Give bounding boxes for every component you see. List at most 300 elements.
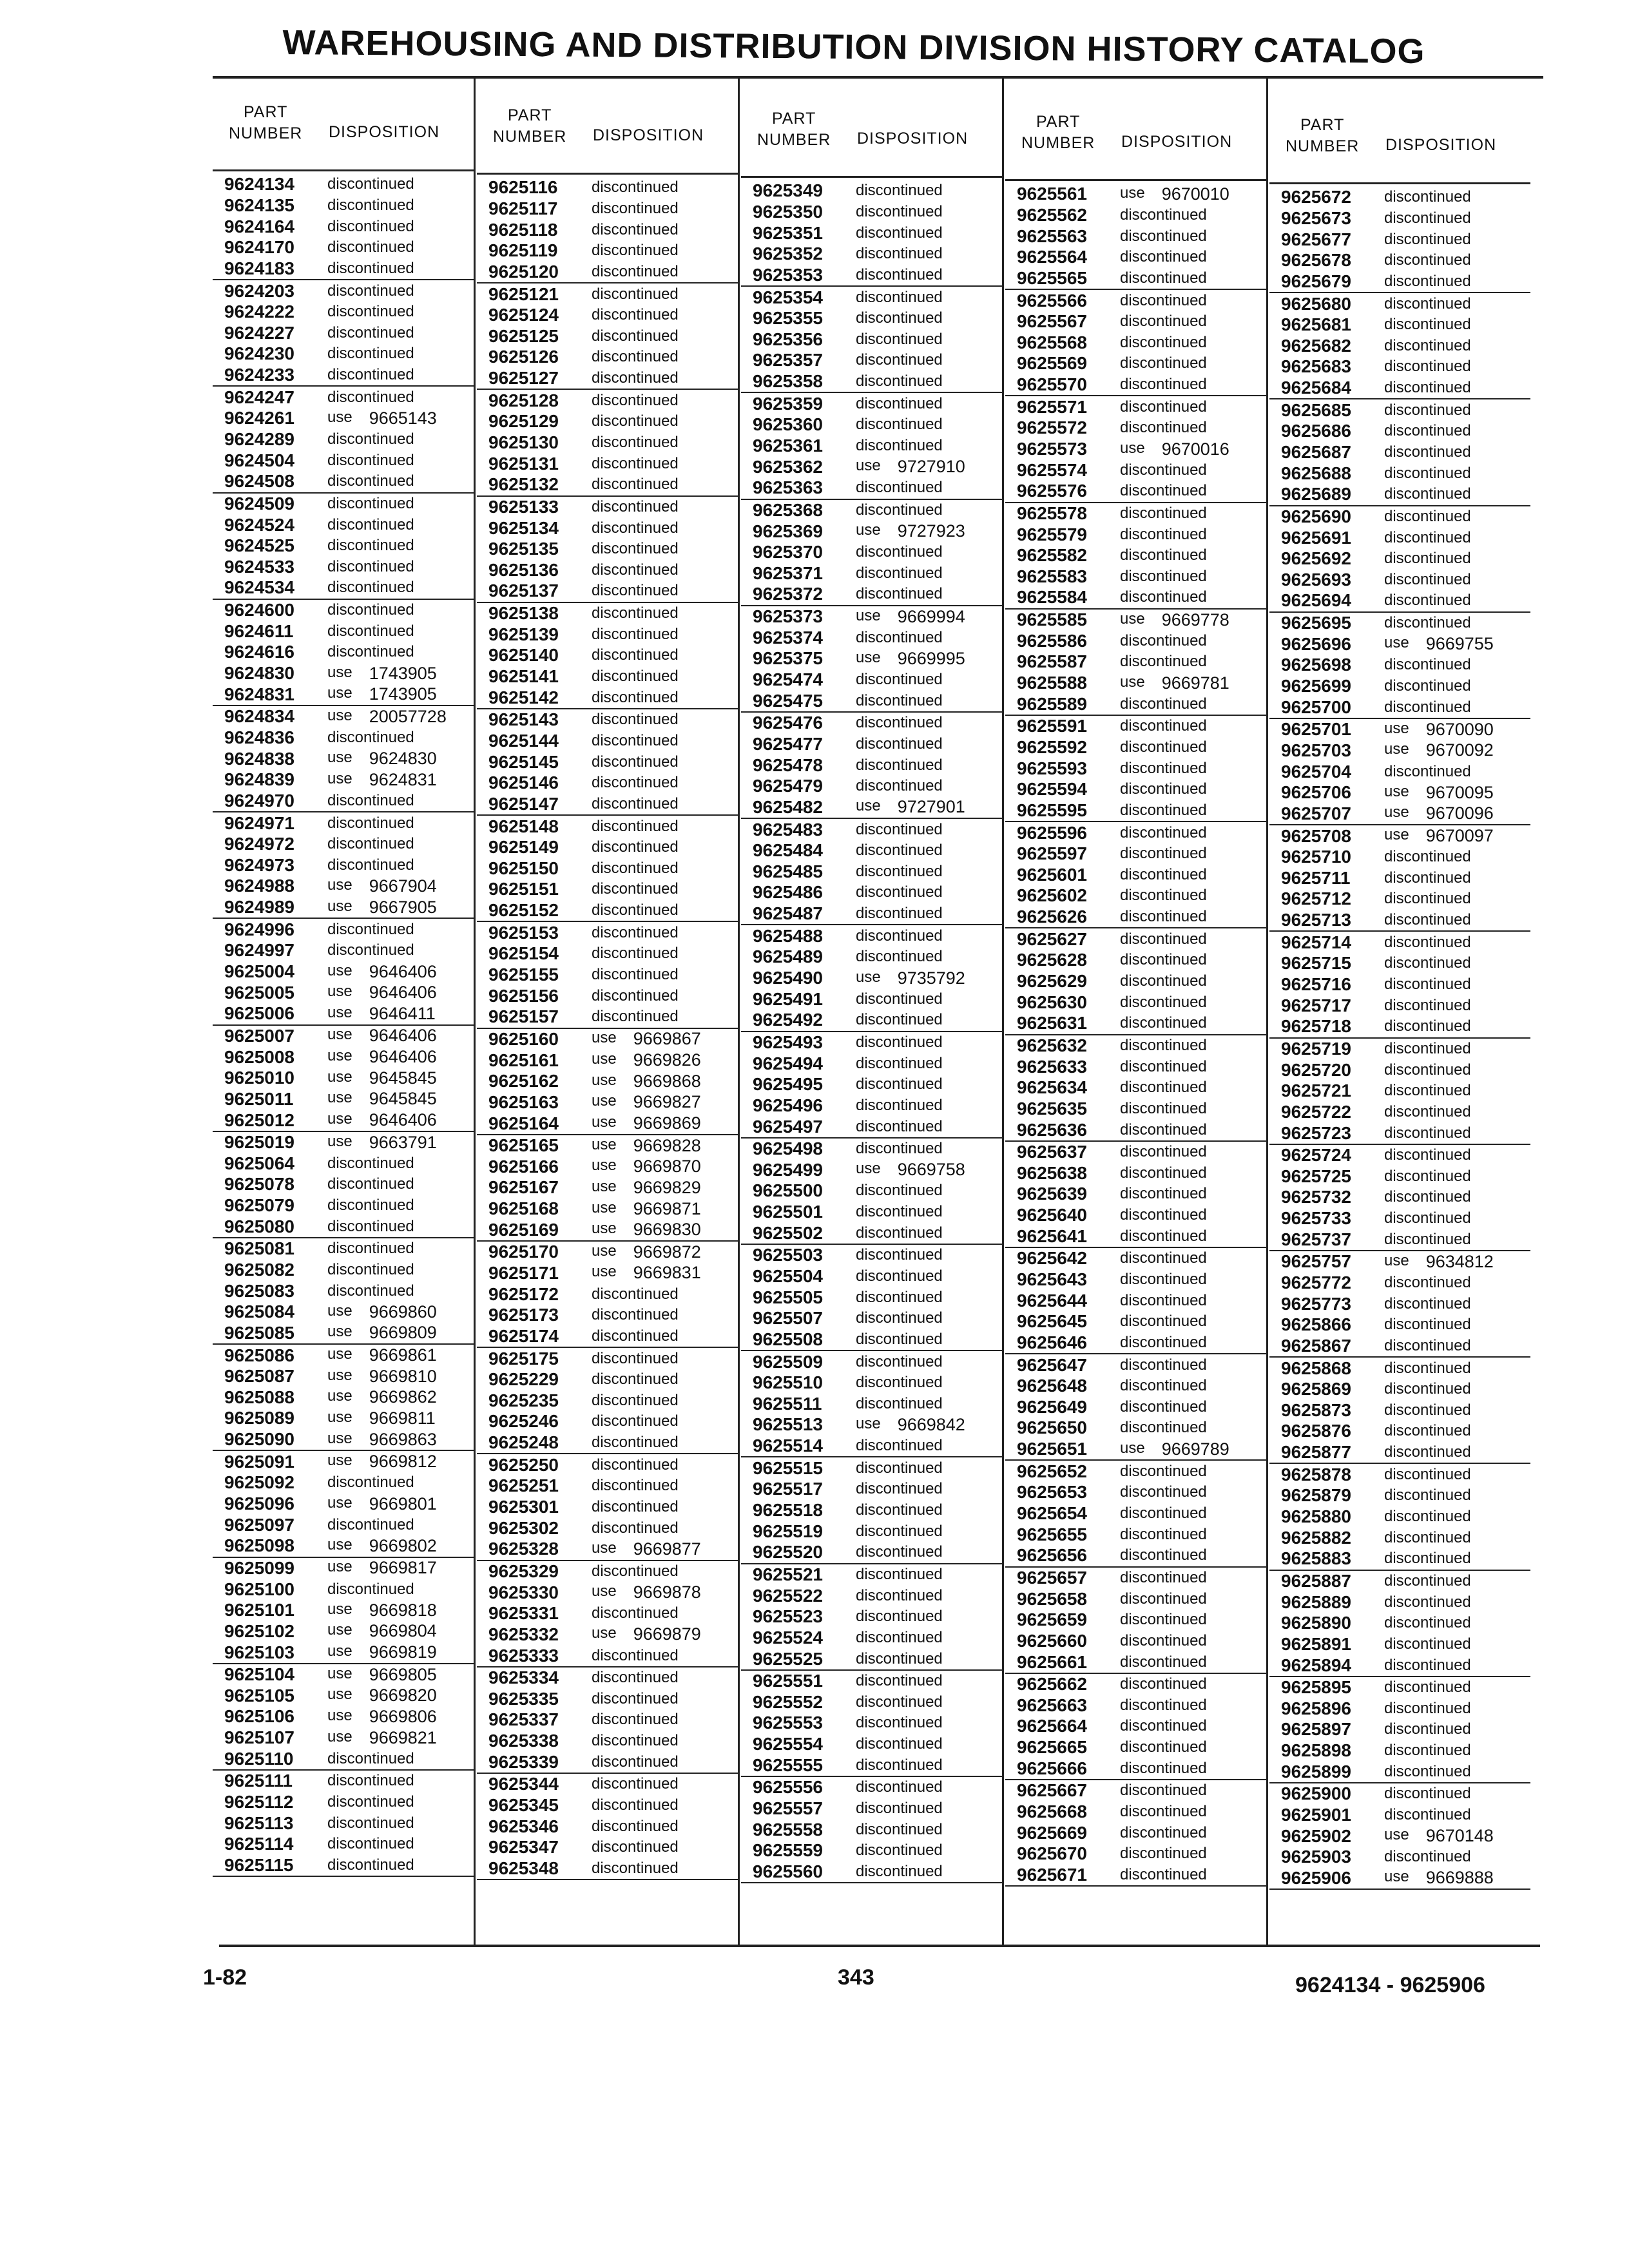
disposition — [1120, 908, 1207, 926]
disposition — [1384, 848, 1471, 866]
part-number: 9625906 — [1281, 1867, 1352, 1888]
disposition-text: discontinued — [592, 391, 679, 409]
column-divider — [1266, 77, 1268, 1946]
table-row — [1269, 1145, 1530, 1166]
part-number: 9625488 — [753, 925, 824, 946]
replacement-part-number: 9645845 — [369, 1089, 437, 1109]
disposition — [592, 646, 679, 664]
disposition — [327, 1261, 414, 1279]
part-number: 9625690 — [1281, 506, 1352, 526]
disposition-text: discontinued — [1384, 762, 1471, 780]
disposition-text: discontinued — [592, 454, 679, 472]
part-number: 9625597 — [1017, 843, 1088, 864]
disposition — [1120, 738, 1207, 756]
table-row — [1269, 314, 1530, 336]
part-number: 9625104 — [224, 1664, 295, 1685]
disposition-text: use — [592, 1157, 617, 1175]
disposition-text: discontinued — [1384, 656, 1471, 674]
table-row — [1005, 1119, 1266, 1142]
disposition-text: discontinued — [1384, 1614, 1471, 1632]
table-row — [213, 174, 474, 195]
part-number: 9625498 — [753, 1139, 824, 1159]
part-number: 9625718 — [1281, 1016, 1352, 1037]
disposition — [856, 501, 943, 519]
disposition-text: use — [1384, 1251, 1409, 1269]
disposition — [1384, 1274, 1471, 1292]
table-row — [741, 222, 1002, 244]
part-number: 9625639 — [1017, 1184, 1088, 1204]
disposition-text: discontinued — [856, 1693, 943, 1711]
disposition-text: discontinued — [592, 262, 679, 280]
replacement-part-number: 9634812 — [1425, 1251, 1494, 1271]
part-number: 9625131 — [488, 453, 559, 474]
table-row — [213, 940, 474, 961]
part-number: 9625507 — [753, 1308, 824, 1329]
disposition-text: discontinued — [1384, 1742, 1471, 1760]
table-row — [741, 1861, 1002, 1884]
part-number: 9625514 — [753, 1436, 824, 1456]
disposition-text: discontinued — [327, 366, 414, 384]
disposition — [1120, 1014, 1207, 1032]
disposition-text: discontinued — [1120, 1249, 1207, 1267]
table-row — [1005, 268, 1266, 291]
table-row — [477, 837, 738, 858]
part-number: 9625895 — [1281, 1677, 1352, 1698]
disposition — [327, 1793, 414, 1811]
disposition-text: discontinued — [1384, 1380, 1471, 1398]
disposition-text: discontinued — [1120, 1738, 1207, 1756]
number-header-line: NUMBER — [757, 131, 831, 149]
part-number: 9625648 — [1017, 1376, 1088, 1396]
disposition — [327, 408, 437, 428]
part-number: 9625374 — [753, 627, 824, 648]
disposition — [1384, 1742, 1471, 1760]
disposition-text: discontinued — [327, 217, 414, 235]
part-number: 9625163 — [488, 1091, 559, 1112]
disposition-text: discontinued — [1120, 1227, 1207, 1245]
table-row — [477, 709, 738, 731]
disposition — [1120, 1696, 1207, 1715]
replacement-part-number: 9669868 — [633, 1071, 701, 1091]
disposition-text: discontinued — [592, 582, 679, 600]
disposition-text: use — [327, 769, 352, 787]
disposition — [327, 729, 414, 747]
disposition-text: discontinued — [856, 735, 943, 753]
part-number: 9625869 — [1281, 1379, 1352, 1399]
part-number: 9625720 — [1281, 1059, 1352, 1080]
part-number: 9625487 — [753, 903, 824, 924]
part-number: 9625630 — [1017, 992, 1088, 1012]
disposition-text: discontinued — [1120, 972, 1207, 990]
disposition — [592, 369, 679, 387]
table-row — [477, 1369, 738, 1390]
part-number: 9625357 — [753, 350, 824, 370]
part-number: 9625511 — [753, 1393, 822, 1414]
disposition-text: discontinued — [327, 856, 414, 874]
table-row — [741, 1542, 1002, 1564]
table-row — [213, 1855, 474, 1878]
disposition — [592, 455, 679, 473]
disposition-text: discontinued — [856, 883, 943, 901]
part-number: 9625593 — [1017, 758, 1088, 778]
disposition-text: discontinued — [592, 711, 679, 729]
table-row — [1005, 290, 1266, 311]
disposition — [327, 472, 414, 490]
replacement-part-number: 9669811 — [369, 1408, 436, 1428]
table-row — [213, 812, 474, 834]
disposition-text: discontinued — [1120, 354, 1207, 372]
table-row — [1005, 1354, 1266, 1376]
table-row — [741, 456, 1002, 477]
table-row — [741, 840, 1002, 861]
disposition — [592, 1456, 679, 1474]
disposition-text: discontinued — [856, 372, 943, 390]
disposition — [1384, 975, 1471, 994]
table-row — [1269, 1464, 1530, 1485]
table-row — [1269, 782, 1530, 803]
disposition — [1120, 1164, 1207, 1182]
part-number: 9625715 — [1281, 953, 1352, 974]
part-number: 9625129 — [488, 411, 559, 432]
part-number: 9625484 — [753, 840, 824, 861]
part-number: 9625646 — [1017, 1332, 1088, 1352]
disposition — [327, 1323, 437, 1343]
part-number: 9625339 — [488, 1751, 559, 1772]
table-row — [477, 666, 738, 687]
table-row — [213, 1494, 474, 1515]
disposition — [856, 1459, 943, 1477]
disposition-text: discontinued — [327, 1282, 414, 1300]
table-row — [1269, 293, 1530, 314]
part-number: 9625899 — [1281, 1761, 1352, 1782]
table-row — [477, 816, 738, 837]
number-header-line: NUMBER — [493, 128, 567, 146]
part-number: 9625632 — [1017, 1035, 1088, 1055]
disposition-text: discontinued — [1120, 887, 1207, 905]
disposition — [327, 1707, 437, 1727]
part-number: 9625587 — [1017, 651, 1088, 672]
disposition-text: discontinued — [1384, 464, 1471, 482]
table-row — [213, 1579, 474, 1600]
table-row — [1269, 1527, 1530, 1548]
table-row — [741, 1351, 1002, 1372]
disposition — [592, 860, 679, 878]
part-number: 9625080 — [224, 1216, 295, 1236]
part-number: 9625019 — [224, 1132, 295, 1153]
disposition — [1120, 1569, 1207, 1587]
disposition — [327, 1026, 437, 1046]
table-row — [741, 1628, 1002, 1649]
table-row — [1269, 1740, 1530, 1762]
table-row — [213, 1302, 474, 1323]
part-number: 9625004 — [224, 961, 295, 982]
replacement-part-number: 9669863 — [369, 1429, 437, 1449]
part-number: 9625711 — [1281, 867, 1351, 888]
table-row — [213, 961, 474, 983]
disposition — [592, 732, 679, 750]
table-row — [1005, 545, 1266, 566]
replacement-part-number: 9665143 — [369, 408, 437, 428]
disposition-text: discontinued — [1384, 1359, 1471, 1377]
replacement-part-number: 9646406 — [369, 983, 437, 1003]
table-row — [477, 687, 738, 709]
part-number: 9625146 — [488, 773, 559, 793]
disposition — [327, 792, 414, 810]
disposition-text: discontinued — [592, 369, 679, 387]
table-row — [741, 1074, 1002, 1095]
disposition-text: discontinued — [856, 1543, 943, 1561]
part-number: 9625355 — [753, 308, 824, 329]
replacement-part-number: 9669828 — [633, 1135, 701, 1155]
disposition-text: discontinued — [856, 1394, 943, 1412]
disposition — [856, 1756, 943, 1774]
table-row — [213, 195, 474, 216]
table-row — [477, 1432, 738, 1455]
disposition — [327, 770, 437, 790]
disposition — [327, 835, 414, 853]
table-row — [1005, 1780, 1266, 1802]
table-row — [1005, 481, 1266, 503]
disposition — [1120, 184, 1229, 204]
part-number: 9625691 — [1281, 527, 1352, 548]
disposition — [856, 1353, 943, 1371]
table-row — [213, 1727, 474, 1749]
table-row — [477, 1219, 738, 1242]
disposition-text: discontinued — [1384, 933, 1471, 951]
disposition — [592, 263, 679, 281]
table-row — [477, 1731, 738, 1752]
disposition-text: discontinued — [592, 1370, 679, 1389]
catalog-column — [741, 90, 1002, 1883]
disposition-text: discontinued — [1384, 379, 1471, 397]
disposition-text: discontinued — [856, 1075, 943, 1093]
table-row — [1269, 1208, 1530, 1229]
table-row — [1269, 1571, 1530, 1592]
disposition-text: discontinued — [1384, 188, 1471, 206]
disposition-text: discontinued — [856, 479, 943, 497]
disposition — [856, 1693, 943, 1711]
disposition — [327, 664, 437, 684]
disposition-text: discontinued — [592, 945, 679, 963]
table-row — [1005, 1651, 1266, 1674]
disposition — [1120, 930, 1207, 948]
part-number: 9625162 — [488, 1071, 559, 1091]
table-row — [213, 1812, 474, 1834]
disposition-text: discontinued — [592, 1519, 679, 1537]
disposition — [1384, 1763, 1471, 1781]
table-row — [1269, 1847, 1530, 1868]
disposition-text: use — [592, 1220, 617, 1238]
part-number: 9625650 — [1017, 1418, 1088, 1438]
disposition — [327, 1282, 414, 1300]
disposition — [1120, 1356, 1207, 1374]
disposition-text: use — [1120, 184, 1145, 202]
disposition — [327, 1494, 437, 1514]
disposition-text: discontinued — [327, 1515, 414, 1533]
part-number: 9625902 — [1281, 1825, 1352, 1846]
disposition-text: discontinued — [1384, 294, 1471, 312]
table-row — [1005, 1822, 1266, 1843]
part-number: 9624834 — [224, 706, 295, 727]
disposition — [1120, 376, 1207, 394]
part-number: 9625555 — [753, 1754, 824, 1775]
table-row — [1005, 439, 1266, 460]
part-number: 9625566 — [1017, 290, 1088, 311]
disposition — [592, 818, 679, 836]
disposition — [1120, 461, 1207, 479]
disposition — [856, 1501, 943, 1519]
disposition-text: discontinued — [1384, 677, 1471, 695]
disposition-text: discontinued — [1120, 1865, 1207, 1883]
part-number: 9624183 — [224, 258, 295, 278]
table-row — [741, 1095, 1002, 1117]
table-row — [213, 302, 474, 323]
part-number: 9624135 — [224, 195, 295, 215]
table-row — [477, 1795, 738, 1816]
part-number: 9625887 — [1281, 1570, 1352, 1591]
disposition — [1120, 526, 1207, 544]
disposition — [327, 1516, 414, 1534]
disposition-text: discontinued — [1384, 890, 1471, 908]
column-divider — [1002, 77, 1004, 1946]
disposition — [856, 224, 943, 242]
table-row — [741, 947, 1002, 968]
part-number: 9625601 — [1017, 864, 1088, 885]
table-row — [1269, 868, 1530, 889]
table-row — [477, 900, 738, 923]
part-number: 9625361 — [753, 436, 824, 456]
table-row — [1269, 1825, 1530, 1847]
replacement-part-number: 9669806 — [369, 1706, 437, 1726]
part-number: 9625078 — [224, 1174, 295, 1195]
disposition — [856, 1203, 943, 1221]
part-number: 9625485 — [753, 861, 824, 881]
disposition-text: use — [327, 1600, 352, 1618]
part-number: 9625719 — [1281, 1038, 1352, 1059]
part-number: 9624830 — [224, 663, 295, 684]
table-row — [1005, 247, 1266, 268]
disposition-text: discontinued — [1384, 996, 1471, 1014]
disposition — [1384, 1806, 1471, 1824]
part-number: 9625302 — [488, 1517, 559, 1538]
disposition — [1384, 273, 1471, 291]
disposition — [1120, 1292, 1207, 1310]
table-row — [1269, 527, 1530, 548]
disposition — [327, 622, 414, 640]
part-number: 9625474 — [753, 669, 824, 690]
disposition-text: discontinued — [592, 1775, 679, 1793]
table-row — [741, 1245, 1002, 1266]
disposition — [1384, 1337, 1471, 1355]
disposition — [1384, 1868, 1494, 1888]
table-row — [1269, 1379, 1530, 1400]
disposition — [1384, 826, 1494, 846]
table-row — [477, 390, 738, 411]
part-number: 9625757 — [1281, 1251, 1352, 1272]
part-number: 9624611 — [224, 620, 294, 641]
disposition — [1384, 1486, 1471, 1504]
disposition — [1120, 760, 1207, 778]
table-row — [1005, 311, 1266, 332]
part-number: 9625330 — [488, 1582, 559, 1602]
disposition — [1120, 1782, 1207, 1800]
disposition — [856, 1331, 943, 1349]
part-number: 9625346 — [488, 1816, 559, 1836]
disposition — [1384, 634, 1494, 654]
part-number: 9625334 — [488, 1667, 559, 1688]
disposition — [856, 1735, 943, 1753]
disposition — [856, 607, 965, 627]
disposition-text: discontinued — [592, 966, 679, 984]
disposition-text: use — [327, 983, 352, 1001]
part-number: 9625082 — [224, 1259, 295, 1280]
table-row — [1005, 1545, 1266, 1568]
table-row — [1269, 1868, 1530, 1890]
table-row — [1269, 1634, 1530, 1655]
disposition-text: discontinued — [856, 1011, 943, 1029]
disposition — [1384, 803, 1494, 823]
part-number: 9625331 — [488, 1603, 559, 1624]
table-row — [1269, 910, 1530, 932]
disposition — [1120, 398, 1207, 416]
disposition-text: discontinued — [327, 259, 414, 277]
disposition — [856, 1182, 943, 1200]
disposition-text: discontinued — [592, 1796, 679, 1814]
part-number: 9625169 — [488, 1219, 559, 1240]
table-row — [1005, 1376, 1266, 1397]
disposition — [592, 901, 679, 919]
disposition — [327, 260, 414, 278]
table-row — [741, 1691, 1002, 1713]
disposition-text: discontinued — [1120, 631, 1207, 649]
disposition — [327, 1068, 437, 1088]
disposition-text: discontinued — [1384, 1465, 1471, 1483]
part-number: 9625515 — [753, 1457, 824, 1478]
disposition-text: discontinued — [1384, 698, 1471, 716]
part-number: 9625672 — [1281, 187, 1352, 207]
table-row — [1269, 1591, 1530, 1613]
disposition-text: discontinued — [856, 245, 943, 263]
disposition-header: DISPOSITION — [1121, 133, 1233, 151]
table-row — [1005, 971, 1266, 992]
part-number: 9625351 — [753, 222, 824, 243]
disposition-text: use — [856, 457, 881, 475]
disposition — [1384, 251, 1471, 269]
disposition — [592, 1242, 701, 1262]
table-row — [477, 1475, 738, 1497]
disposition-text: discontinued — [1120, 738, 1207, 756]
disposition-text: discontinued — [327, 537, 414, 555]
table-row — [741, 968, 1002, 989]
part-number: 9625717 — [1281, 995, 1352, 1015]
disposition — [1384, 401, 1471, 419]
disposition-text: use — [327, 1452, 352, 1470]
table-row — [1005, 1716, 1266, 1737]
part-number: 9625698 — [1281, 655, 1352, 675]
table-row — [1269, 1485, 1530, 1506]
table-row — [1005, 651, 1266, 673]
disposition — [592, 1604, 679, 1622]
table-row — [741, 903, 1002, 926]
part-number: 9625655 — [1017, 1524, 1088, 1544]
part-number: 9625371 — [753, 562, 824, 583]
disposition-text: use — [1384, 826, 1409, 844]
part-number: 9625147 — [488, 793, 559, 814]
part-number: 9625626 — [1017, 907, 1088, 927]
disposition-text: discontinued — [1120, 1845, 1207, 1863]
disposition — [327, 921, 414, 939]
part-number: 9625362 — [753, 456, 824, 477]
